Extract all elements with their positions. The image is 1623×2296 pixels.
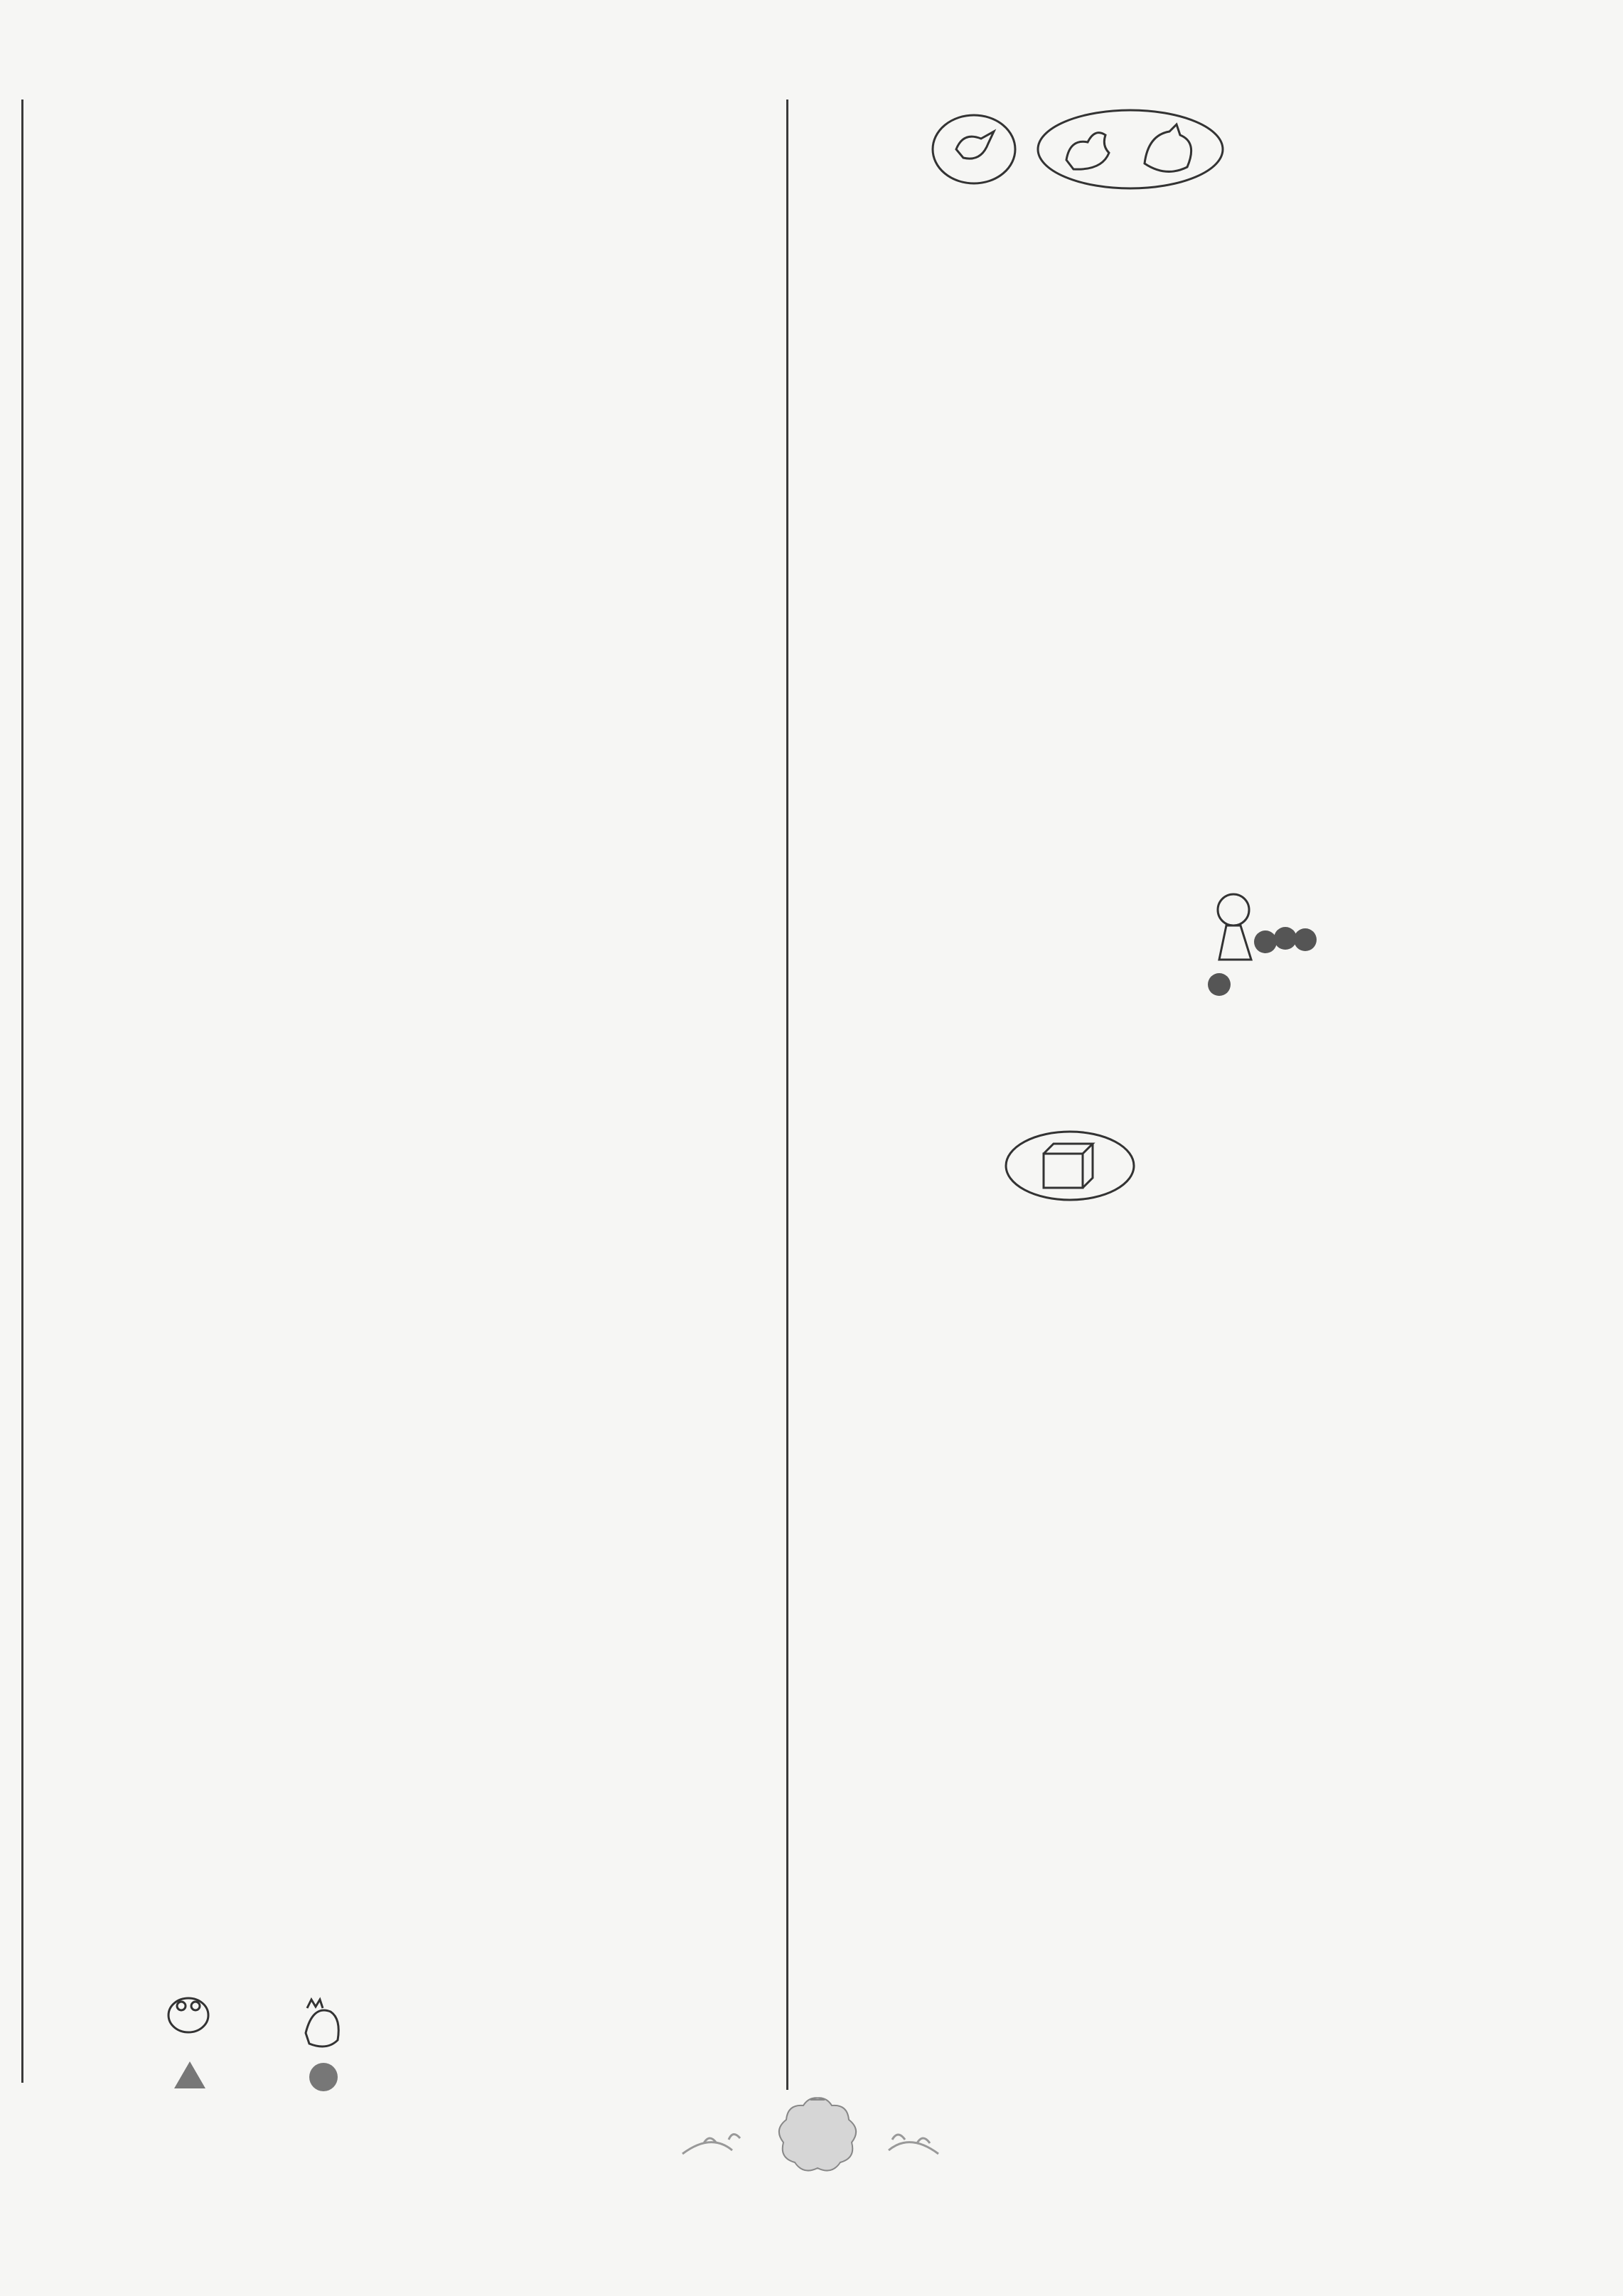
- ball-icon: [1294, 928, 1317, 951]
- vine-left: [682, 2134, 740, 2154]
- ball-icon: [1274, 927, 1297, 950]
- rooster-icon: [306, 2010, 338, 2046]
- unit4-line-5: [889, 1294, 957, 1328]
- left-line-14: [121, 1157, 155, 1191]
- unit4-line-2: [889, 1070, 923, 1104]
- girl-balls: [1194, 889, 1337, 995]
- girl-body: [1219, 926, 1251, 960]
- frog-icon: [168, 1998, 208, 2032]
- flower-icon: [779, 2098, 856, 2170]
- bird-icon: [956, 132, 994, 159]
- shape-table: [882, 1347, 1308, 1660]
- oval-outline: [1006, 1132, 1134, 1200]
- left-line-5: [63, 454, 97, 488]
- unit4-line-1: [830, 901, 864, 935]
- left-line-13: [63, 1091, 97, 1125]
- five-matching-left: [128, 775, 569, 945]
- frog-eye: [177, 2002, 186, 2010]
- cart-matching: [149, 1475, 576, 1674]
- symbol-matching: [160, 1688, 586, 1841]
- cube-top: [1044, 1144, 1093, 1188]
- left-line-2: [63, 242, 131, 276]
- page-number-flower: [675, 2090, 946, 2175]
- frog-triangle: [160, 1990, 224, 2097]
- ball-icon: [1254, 930, 1277, 953]
- girl-icon: [1218, 894, 1249, 926]
- column-divider: [786, 100, 788, 2090]
- oval-one-bird: [933, 115, 1015, 183]
- cube-icon: [1044, 1154, 1083, 1188]
- cube-oval: [1002, 1127, 1137, 1205]
- left-margin-rule: [21, 100, 23, 2083]
- rooster-icon: [1145, 124, 1191, 171]
- rooster-circle: [291, 1990, 355, 2097]
- solid-matching: [882, 1663, 1322, 1976]
- bird-ovals: [931, 100, 1230, 199]
- five-matching-right: [882, 267, 1280, 494]
- duck-icon: [1066, 133, 1109, 169]
- triangle-icon: [174, 2061, 205, 2088]
- frog-eye: [191, 2002, 200, 2010]
- vine-right: [889, 2135, 938, 2154]
- right-line-5: [830, 576, 864, 610]
- right-line-6: [889, 640, 923, 674]
- ball-icon: [1208, 973, 1231, 996]
- rooster-comb: [307, 2000, 323, 2008]
- oval-two-birds: [1038, 110, 1223, 188]
- circle-icon: [309, 2063, 338, 2091]
- unit4-line-4: [830, 1230, 899, 1264]
- hexagon-row: [213, 302, 626, 359]
